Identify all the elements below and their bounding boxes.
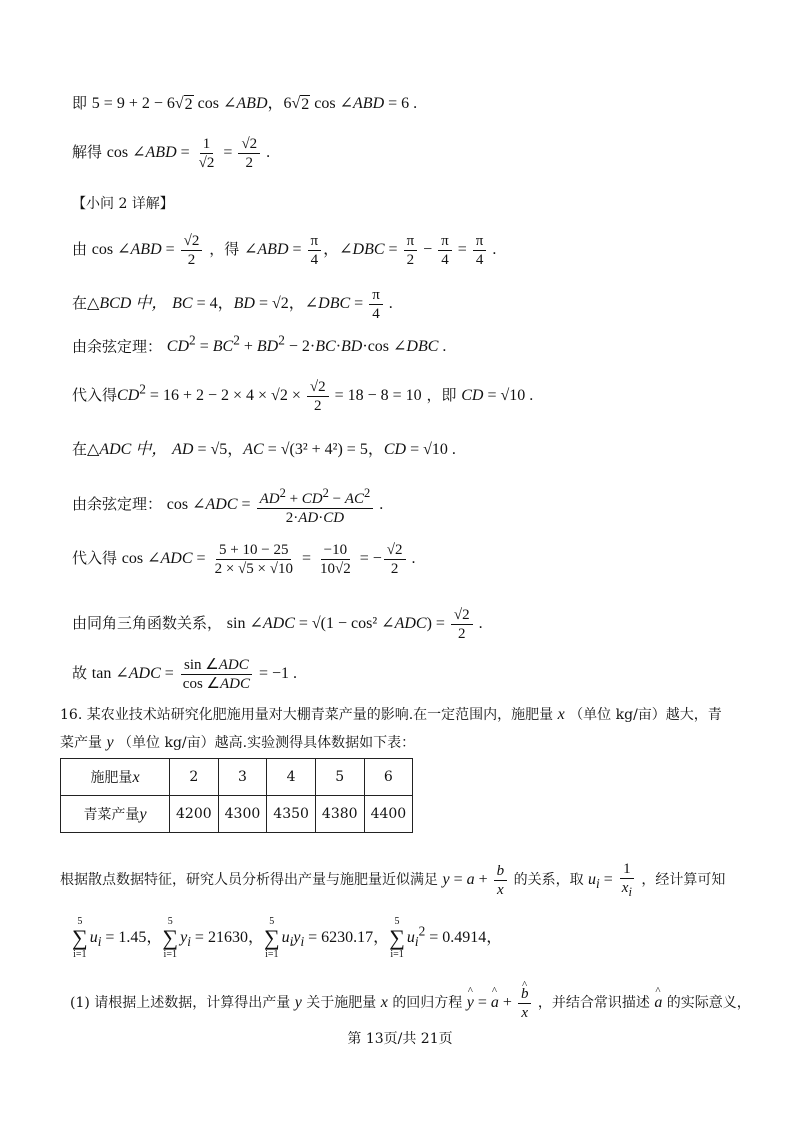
row-header-x: 施肥量x [61,759,170,796]
solution-line-2: 解得 cos ∠ABD = $\frac{1}{√2}$ = $\frac{√2}{2}$ . [72,136,271,171]
table-cell: 2 [170,759,219,796]
solution-line-12: 故 tan ∠ADC = $\frac{\text{sin ∠ADC}}{\text{cos ∠ADC}}$ = −1 . [72,657,298,692]
table-row-x [61,759,413,796]
row-header-y: 青菜产量y [61,796,170,833]
table-cell: 4400 [364,796,413,833]
table-row-y [61,796,413,833]
solution-line-4: 由 cos ∠ABD = $\frac{√2}{2}$ ，得 ∠ABD = $\frac{\pi}{4}$ ，∠DBC = $\frac{\pi}{2}$ − $\frac{\pi}{4}$ = $\frac{\pi}{4}$ . [72,233,497,268]
problem-16-line-3: 根据散点数据特征，研究人员分析得出产量与施肥量近似满足 y = a + $\frac{b}{x}$ 的关系，取 $u_i$ = $\frac{1}{x_i}$ ，经计算可知 [60,861,726,899]
question-1: (1) 请根据上述数据，计算得出产量 y 关于施肥量 x 的回归方程 ^ y = ^ a + ^ $\frac{b}{x}$ ，并结合常识描述 ^ a 的实际意义， [70,985,751,1022]
solution-line-11: 由同角三角函数关系， sin ∠ADC = √(1 − cos² ∠ADC) = $\frac{√2}{2}$ . [72,607,483,642]
solution-line-5: 在△BCD 中， BC = 4，BD = √2，∠DBC = $\frac{\pi}{4}$ . [72,287,393,322]
table-cell: 4 [267,759,316,796]
solution-line-10: 代入得 cos ∠ADC = $\frac{5 + 10 - 25}{2 \times √5 \times √10}$ = $\frac{-10}{10√2}$ = − $\frac{√2}{2}$ . [72,542,416,577]
solution-line-9: 由余弦定理： cos ∠ADC = $\frac{AD^2 + CD^2 - AC^2}{2\cdot AD\cdot CD}$ . [72,486,384,526]
table-cell: 5 [315,759,364,796]
table-cell: 3 [218,759,267,796]
table-cell: 4300 [218,796,267,833]
page-footer: 第 13页/共 21页 [347,1031,453,1047]
table-cell: 4350 [267,796,316,833]
section-heading-2: 【小问 2 详解】 [72,196,174,212]
table-cell: 4200 [170,796,219,833]
solution-line-7: 代入得$CD^2 = 16 + 2 - 2 \times 4 \times √2$ × $\frac{√2}{2}$ = 18 − 8 = 10 ，即 CD = √10 . [72,379,534,414]
data-table [60,758,413,833]
sum-statistics: 5 ∑ i=1 $u_i = 1.45$， 5 ∑ i=1 $y_i = 21630$， 5 ∑ i=1 $u_iy_i = 6230.17$， 5 ∑ i=1 $u_i^2 = 0.4914$， [72,916,503,960]
solution-line-8: 在△ADC 中， AD = √5，AC = √(3² + 4²) = 5，CD = √10 . [72,440,456,458]
table-cell: 4380 [315,796,364,833]
solution-line-1: 即 5 = 9 + 2 − 6 √ 2 cos ∠ABD，6 √ 2 cos ∠ABD = 6 . [72,94,418,113]
solution-line-6: 由余弦定理： $CD^2 = BC^2 + BD^2 - 2\cdot BC\cdot BD\cdot\cos$ ∠DBC . [72,333,447,356]
problem-16-line-1: 16. 某农业技术站研究化肥施用量对大棚青菜产量的影响.在一定范围内，施肥量 x （单位 kg/亩）越大，青 [60,706,722,723]
problem-16-line-2: 菜产量 y （单位 kg/亩）越高.实验测得具体数据如下表： [60,734,416,751]
table-cell: 6 [364,759,413,796]
